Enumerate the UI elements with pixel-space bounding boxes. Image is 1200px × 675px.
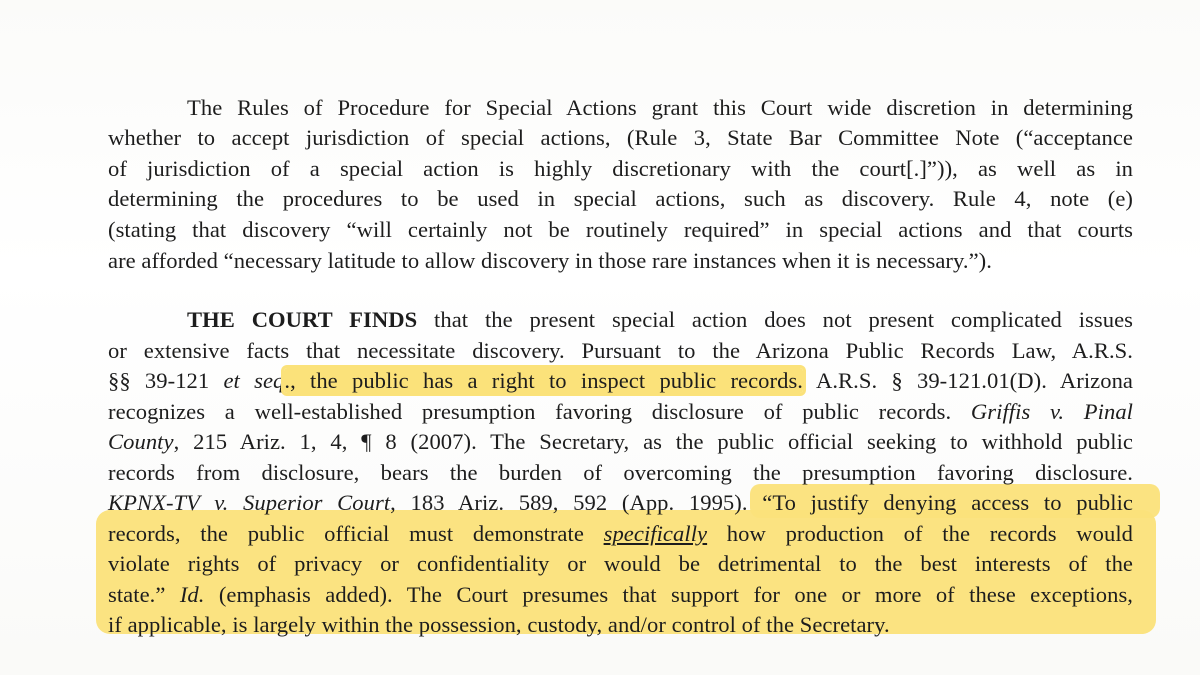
- paragraph-2-line-2: or extensive facts that necessitate discovery. Pursuant to the Arizona Public Records Law, A.R.S.: [108, 338, 1133, 363]
- paragraph-1-line-1: The Rules of Procedure for Special Actions grant this Court wide discretion in determining: [187, 95, 1133, 120]
- paragraph-1-line-5: (stating that discovery “will certainly not be routinely required” in special actions and that courts: [108, 217, 1133, 242]
- quote-start: “To justify denying access to public: [762, 490, 1133, 515]
- paragraph-2-line-10-text: (emphasis added). The Court presumes that support for one or more of these exceptions,: [204, 582, 1133, 607]
- statute-cite: §§ 39-121: [108, 368, 224, 393]
- paragraph-2-line-3: [108, 366, 1133, 396]
- paragraph-2-line-11: if applicable, is largely within the possession, custody, and/or control of the Secretary.: [108, 612, 890, 637]
- case-name-county: County: [108, 429, 174, 454]
- paragraph-2-line-6: records from disclosure, bears the burden of overcoming the presumption favoring disclosure.: [108, 460, 1133, 485]
- id-italic: Id.: [179, 582, 205, 607]
- highlighted-right-to-inspect: ., the public has a right to inspect public records.: [284, 368, 803, 393]
- paragraph-1-line-6: are afforded “necessary latitude to allow discovery in those rare instances when it is necessary.”).: [108, 248, 992, 273]
- paragraph-2-line-1: [187, 305, 1133, 335]
- paragraph-1-line-3: of jurisdiction of a special action is highly discretionary with the court[.]”)), as well as in: [108, 156, 1133, 181]
- kpnx-cite: , 183 Ariz. 589, 592 (App. 1995).: [390, 490, 763, 515]
- paragraph-2-line-10: [108, 580, 1133, 610]
- paragraph-2-line-9: violate rights of privacy or confidentiality or would be detrimental to the best interests of the: [108, 551, 1133, 576]
- paragraph-2-line-8: [108, 519, 1133, 549]
- paragraph-2-line-5: [108, 427, 1133, 457]
- case-name-kpnx: KPNX-TV v. Superior Court: [108, 490, 391, 515]
- court-finds-heading: THE COURT FINDS: [187, 307, 418, 332]
- emphasis-specifically: specifically: [603, 521, 708, 546]
- paragraph-1-line-4: determining the procedures to be used in special actions, such as discovery. Rule 4, note (e): [108, 186, 1133, 211]
- paragraph-1-line-2: whether to accept jurisdiction of special actions, (Rule 3, State Bar Committee Note (“acceptance: [108, 125, 1133, 150]
- paragraph-2-line-5-text: , 215 Ariz. 1, 4, ¶ 8 (2007). The Secretary, as the public official seeking to withhold public: [173, 429, 1133, 454]
- quote-line-8-b: how production of the records would: [707, 521, 1134, 546]
- paragraph-2-line-4: [108, 397, 1133, 427]
- paragraph-2-line-1-text: that the present special action does not present complicated issues: [417, 307, 1133, 332]
- paragraph-2-line-7: [108, 488, 1133, 518]
- case-name-griffis: Griffis v. Pinal: [970, 399, 1133, 424]
- quote-line-8-a: records, the public official must demonstrate: [108, 521, 604, 546]
- quote-end: state.”: [108, 582, 180, 607]
- statute-cite-2: A.R.S. § 39-121.01(D). Arizona: [802, 368, 1133, 393]
- et-seq-italic: et seq: [223, 368, 285, 393]
- paragraph-2-line-4-text: recognizes a well-established presumption favoring disclosure of public records.: [108, 399, 971, 424]
